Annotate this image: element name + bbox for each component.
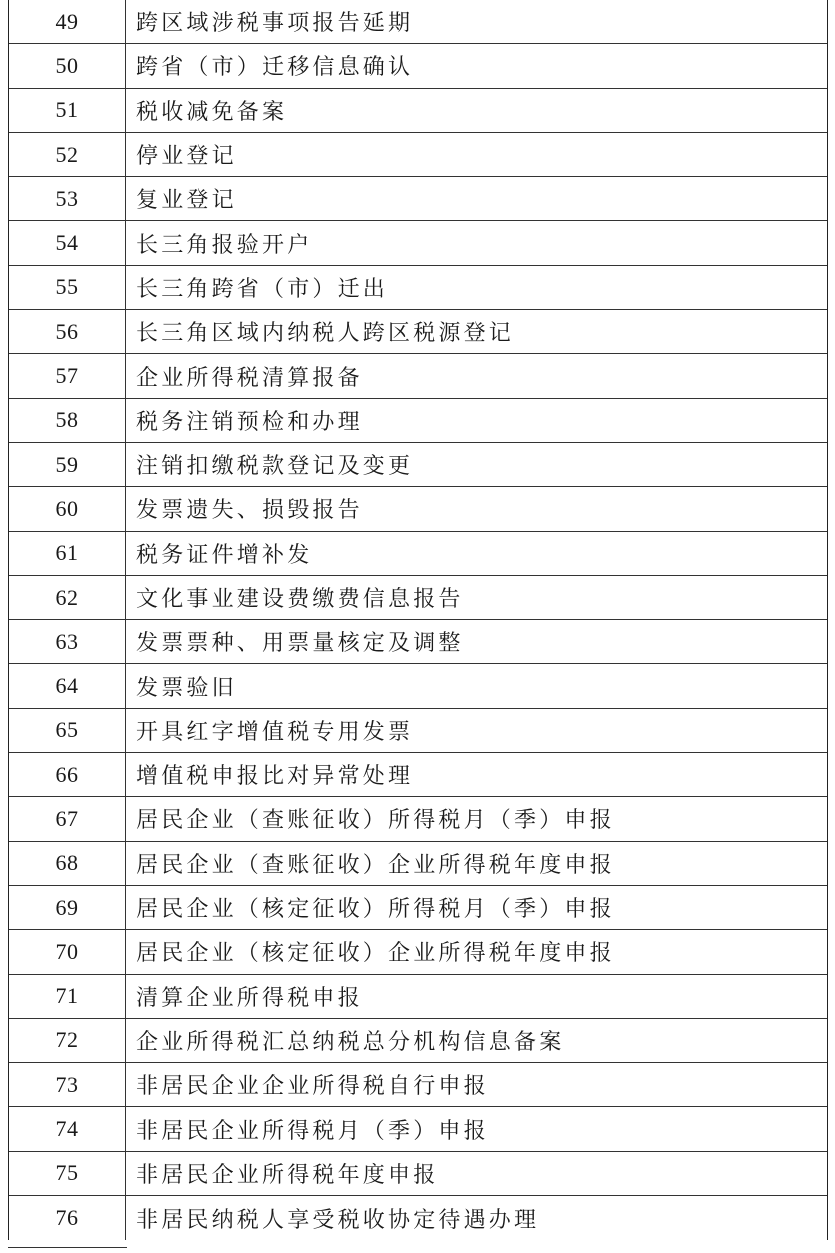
table-row — [9, 1063, 827, 1107]
row-item-name: 复业登记 — [136, 188, 237, 214]
row-number: 75 — [9, 1152, 126, 1195]
row-number: 57 — [9, 354, 126, 397]
row-item-name: 增值税申报比对异常处理 — [136, 764, 414, 790]
table-row — [9, 44, 827, 88]
row-item-name: 发票票种、用票量核定及调整 — [136, 631, 464, 657]
row-item-name: 税收减免备案 — [136, 99, 288, 125]
row-number: 76 — [9, 1196, 126, 1240]
row-number: 50 — [9, 44, 126, 87]
row-number: 58 — [9, 399, 126, 442]
row-item-name: 跨省（市）迁移信息确认 — [136, 55, 414, 81]
table-bottom-rule — [8, 1247, 127, 1248]
row-number: 71 — [9, 975, 126, 1018]
row-item-name: 居民企业（查账征收）所得税月（季）申报 — [136, 808, 615, 834]
row-number: 56 — [9, 310, 126, 353]
table-row — [9, 266, 827, 310]
row-number: 55 — [9, 266, 126, 309]
row-item-name: 长三角报验开户 — [136, 232, 313, 258]
table-row — [9, 1107, 827, 1151]
row-item-name: 非居民企业企业所得税自行申报 — [136, 1074, 489, 1100]
row-item-name: 非居民纳税人享受税收协定待遇办理 — [136, 1207, 540, 1233]
row-item-name: 文化事业建设费缴费信息报告 — [136, 587, 464, 612]
row-item-name: 居民企业（查账征收）企业所得税年度申报 — [136, 852, 615, 878]
table-row — [9, 975, 827, 1019]
row-number: 51 — [9, 89, 126, 132]
row-number: 66 — [9, 753, 126, 796]
row-item-name: 居民企业（核定征收）企业所得税年度申报 — [136, 941, 615, 967]
row-item-name: 停业登记 — [136, 144, 237, 170]
row-number: 61 — [9, 532, 126, 575]
row-number: 54 — [9, 221, 126, 264]
row-number: 64 — [9, 664, 126, 707]
row-number: 65 — [9, 709, 126, 752]
table-row — [9, 310, 827, 354]
table-row — [9, 753, 827, 797]
row-item-name: 注销扣缴税款登记及变更 — [136, 454, 414, 480]
row-item-name: 长三角跨省（市）迁出 — [136, 276, 389, 302]
row-number: 63 — [9, 620, 126, 663]
row-number: 74 — [9, 1107, 126, 1150]
row-item-name: 企业所得税汇总纳税总分机构信息备案 — [136, 1029, 565, 1055]
table-row — [9, 886, 827, 930]
row-item-name: 清算企业所得税申报 — [136, 985, 363, 1011]
service-items-table — [8, 0, 828, 1240]
row-item-name: 税务注销预检和办理 — [136, 409, 363, 435]
table-row — [9, 443, 827, 487]
table-row — [9, 221, 827, 265]
table-row — [9, 576, 827, 620]
row-number: 70 — [9, 930, 126, 973]
row-item-name: 跨区域涉税事项报告延期 — [136, 11, 414, 37]
table-row — [9, 354, 827, 398]
row-item-name: 发票验旧 — [136, 675, 237, 701]
table-row — [9, 930, 827, 974]
row-number: 72 — [9, 1019, 126, 1062]
row-number: 62 — [9, 576, 126, 619]
row-item-name: 税务证件增补发 — [136, 542, 313, 568]
table-row — [9, 709, 827, 753]
table-row — [9, 89, 827, 133]
table-row — [9, 1019, 827, 1063]
table-row — [9, 0, 827, 44]
row-number: 52 — [9, 133, 126, 176]
table-row — [9, 177, 827, 221]
row-number: 60 — [9, 487, 126, 530]
table-row — [9, 487, 827, 531]
row-item-name: 长三角区域内纳税人跨区税源登记 — [136, 321, 515, 347]
row-item-name: 非居民企业所得税年度申报 — [136, 1162, 439, 1188]
table-row — [9, 797, 827, 841]
row-item-name: 发票遗失、损毁报告 — [136, 498, 363, 524]
row-number: 53 — [9, 177, 126, 220]
row-item-name: 居民企业（核定征收）所得税月（季）申报 — [136, 897, 615, 923]
row-number: 68 — [9, 842, 126, 885]
row-number: 69 — [9, 886, 126, 929]
table-row — [9, 1152, 827, 1196]
row-number: 67 — [9, 797, 126, 840]
row-number: 73 — [9, 1063, 126, 1106]
table-row — [9, 1196, 827, 1240]
table-row — [9, 532, 827, 576]
table-row — [9, 399, 827, 443]
row-item-name: 开具红字增值税专用发票 — [136, 719, 414, 745]
table-row — [9, 664, 827, 708]
table-row — [9, 133, 827, 177]
table-row — [9, 842, 827, 886]
table-row — [9, 620, 827, 664]
row-item-name: 非居民企业所得税月（季）申报 — [136, 1118, 489, 1144]
row-number: 49 — [9, 0, 126, 43]
row-number: 59 — [9, 443, 126, 486]
row-item-name: 企业所得税清算报备 — [136, 365, 363, 391]
